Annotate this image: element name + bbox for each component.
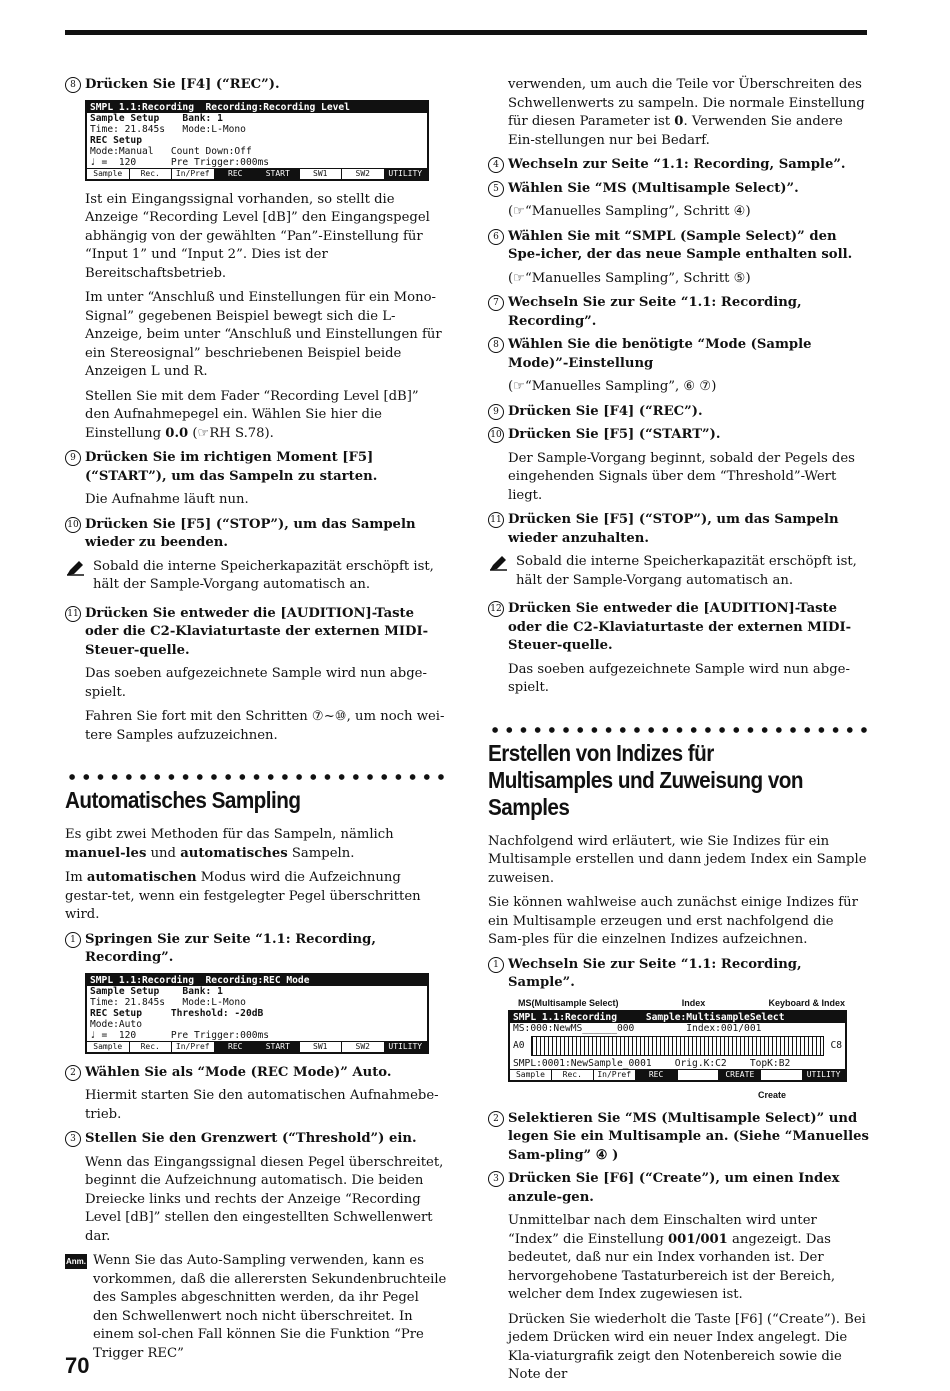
- step-text: Selektieren Sie “MS (Multisample Select)” und legen Sie ein Multisample an. (Siehe “Manuelles Sam-pling” ④ ): [508, 1110, 869, 1163]
- paragraph: Hiermit starten Sie den automatischen Aufnahmebe-trieb.: [85, 1088, 439, 1122]
- step-12: [488, 600, 870, 656]
- lcd-tab: REC: [636, 1070, 678, 1080]
- step-text: Wählen Sie mit “SMPL (Sample Select)” den Spe-icher, der das neue Sample enthalten soll.: [508, 228, 853, 262]
- lcd-row: Mode:Manual Count Down:Off: [90, 145, 252, 157]
- lcd-tab: REC: [215, 169, 258, 179]
- step-text: Drücken Sie im richtigen Moment [F5] (“START”), um das Sampeln zu starten.: [85, 450, 378, 484]
- lcd-tab: CREATE: [719, 1070, 761, 1080]
- step-number: 1: [488, 957, 504, 973]
- range-high: C8: [830, 1040, 842, 1051]
- step-9: [488, 403, 870, 422]
- lcd-title: SMPL 1.1:Recording Recording:Recording Level: [87, 102, 427, 113]
- note: [65, 558, 447, 595]
- lcd-tab: Rec.: [130, 169, 173, 179]
- step-text: Drücken Sie [F4] (“REC”).: [508, 403, 703, 419]
- lcd-row: REC Setup: [90, 134, 142, 146]
- paragraph: [508, 76, 870, 150]
- paragraph: Sie können wahlweise auch zunächst einige Indizes für ein Multisample erzeugen und erst nachfolgend die Sam-ples für die einzelnen Indizes aufzeichnen.: [488, 895, 858, 947]
- step-10: [65, 516, 447, 553]
- step-6: [488, 228, 870, 265]
- lcd-row: Time: 21.845s Mode:L-Mono: [90, 996, 246, 1008]
- text: Sampeln.: [287, 845, 355, 861]
- step-number: 11: [65, 606, 81, 622]
- anm-badge: Anm.: [65, 1254, 87, 1269]
- paragraph: Der Sample-Vorgang beginnt, sobald der Pegels des eingehenden Signals über dem “Threshold”-Wert liegt.: [508, 450, 855, 503]
- paragraph: Die Aufnahme läuft nun.: [85, 492, 249, 507]
- step-number: 9: [488, 404, 504, 420]
- step-11: [65, 605, 447, 661]
- step-number: 2: [488, 1111, 504, 1127]
- step-number: 6: [488, 229, 504, 245]
- bold-text: automatischen: [86, 870, 197, 885]
- figure-label: Create: [758, 1089, 787, 1100]
- paragraph: [508, 1212, 870, 1305]
- text: . Verwenden Sie andere Ein-stellungen nur bei Bedarf.: [508, 114, 843, 148]
- step-8: [65, 76, 447, 95]
- step-4: [488, 156, 870, 175]
- paragraph: Wenn das Eingangssignal diesen Pegel überschreitet, beginnt die Aufzeichnung automatisch. Die beiden Dreiecke links und rechts der Anzeige “Recording Level [dB]” stellen den eingestellten Schwellenwert dar.: [85, 1154, 444, 1244]
- step-text: Wählen Sie als “Mode (REC Mode)” Auto.: [85, 1064, 392, 1080]
- section-heading: Erstellen von Indizes für Multisamples und Zuweisung von Samples: [488, 739, 804, 820]
- step-number: 3: [65, 1131, 81, 1147]
- step-11: [488, 511, 870, 548]
- step-text: Wählen Sie die benötigte “Mode (Sample Mode)”-Einstellung: [508, 337, 812, 371]
- step-text: Drücken Sie [F6] (“Create”), um einen Index anzule-gen.: [508, 1171, 840, 1205]
- step-text: Wechseln Sie zur Seite “1.1: Recording, Sample”.: [508, 956, 802, 990]
- section-dots: [65, 773, 447, 781]
- lcd-tab: SW1: [300, 169, 343, 179]
- paragraph: Das soeben aufgezeichnete Sample wird nun abge-spielt.: [508, 661, 850, 695]
- reference: (☞“Manuelles Sampling”, Schritt ④): [508, 204, 751, 219]
- lcd-tab: Sample: [510, 1070, 552, 1080]
- step-text: Drücken Sie [F5] (“STOP”), um das Sampeln wieder zu beenden.: [85, 516, 416, 550]
- reference: (☞“Manuelles Sampling”, ⑥ ⑦): [508, 379, 717, 394]
- lcd-tab: Sample: [87, 1042, 130, 1052]
- text: Unmittelbar nach dem Einschalten wird unter “Index” die Einstellung: [508, 1213, 817, 1247]
- lcd-screen-rec-mode: [85, 973, 429, 1054]
- reference: (☞“Manuelles Sampling”, Schritt ⑤): [508, 270, 751, 286]
- paragraph: Das soeben aufgezeichnete Sample wird nun abge-spielt.: [85, 666, 427, 700]
- paragraph: Fahren Sie fort mit den Schritten ⑦~⑩, um noch wei-tere Samples aufzuzeichnen.: [85, 709, 445, 743]
- page-number: 70: [65, 1353, 90, 1378]
- keyboard-graphic: [531, 1036, 824, 1056]
- lcd-row: MS:000:NewMS______000 Index:001/001: [513, 1022, 762, 1034]
- lcd-tab: UTILITY: [385, 169, 428, 179]
- index-step-2: [488, 1110, 870, 1166]
- lcd-tab: REC: [215, 1042, 258, 1052]
- text: (☞RH S.78).: [188, 425, 274, 441]
- lcd-row: Sample Setup Bank: 1: [90, 985, 223, 997]
- paragraph: [65, 869, 447, 925]
- text: Es gibt zwei Methoden für das Sampeln, nämlich: [65, 827, 394, 842]
- step-5: [488, 180, 870, 199]
- bold-value: 0.0: [165, 425, 189, 441]
- lcd-tab: SW2: [342, 169, 385, 179]
- lcd-row: Mode:Auto: [90, 1018, 142, 1030]
- text: Im: [65, 870, 87, 885]
- lcd-row: Sample Setup Bank: 1: [90, 112, 223, 124]
- step-10: [488, 426, 870, 445]
- step-text: Drücken Sie entweder die [AUDITION]-Taste oder die C2-Klaviaturtaste der externen MIDI-Steuer-quelle.: [85, 605, 429, 658]
- lcd-tab: Rec.: [552, 1070, 594, 1080]
- lcd-tab: SW2: [342, 1042, 385, 1052]
- step-text: Drücken Sie [F5] (“STOP”), um das Sampeln wieder anzuhalten.: [508, 512, 839, 546]
- lcd-row: Time: 21.845s Mode:L-Mono: [90, 123, 246, 135]
- step-8: [488, 336, 870, 373]
- note-text: Sobald die interne Speicherkapazität erschöpft ist, hält der Sample-Vorgang automatisch an.: [516, 554, 857, 588]
- step-number: 11: [488, 512, 504, 528]
- lcd-tab: START: [257, 169, 300, 179]
- lcd-tab: Rec.: [130, 1042, 173, 1052]
- figure-label: Index: [681, 997, 706, 1008]
- lcd-row: ♩ = 120 Pre Trigger:000ms: [90, 156, 270, 168]
- note-text: Wenn Sie das Auto-Sampling verwenden, kann es vorkommen, daß die allerersten Sekundenbruchteile des Samples abgeschnitten werden, da ihr Pegel den Schwellenwert noch nicht überschreitet. In einem sol-chen Fall können Sie die Funktion “Pre Trigger REC”: [93, 1253, 447, 1361]
- bold-value: 001/001: [667, 1231, 728, 1247]
- lcd-title: SMPL 1.1:Recording Sample:MultisampleSelect: [510, 1012, 845, 1023]
- lcd-screen-sample: [508, 1010, 847, 1082]
- sample-figure: [508, 998, 853, 1102]
- paragraph: [85, 388, 447, 444]
- step-number: 8: [488, 337, 504, 353]
- lcd-tab: Sample: [87, 169, 130, 179]
- auto-step-2: [65, 1064, 447, 1083]
- text: und: [146, 845, 181, 861]
- lcd-title: SMPL 1.1:Recording Recording:REC Mode: [87, 975, 427, 986]
- text: Stellen Sie mit dem Fader “Recording Level [dB]” den Aufnahmepegel ein. Wählen Sie hier die Einstellung: [85, 388, 419, 441]
- paragraph: Ist ein Eingangssignal vorhanden, so stellt die Anzeige “Recording Level [dB]” den Eingangspegel abhängig von der gewählten “Pan”-Einstellung für “Input 1” und “Input 2”. Dies ist der Bereitschaftsbetrieb.: [85, 191, 430, 281]
- paragraph: Nachfolgend wird erläutert, wie Sie Indizes für ein Multisample erstellen und dann jedem Index ein Sample zuweisen.: [488, 833, 867, 886]
- lcd-tab: SW1: [300, 1042, 343, 1052]
- step-text: Springen Sie zur Seite “1.1: Recording, Recording”.: [85, 931, 376, 965]
- figure-label: Keyboard & Index: [768, 997, 845, 1008]
- step-number: 5: [488, 181, 504, 197]
- lcd-tab: In/Pref: [172, 169, 215, 179]
- paragraph: [65, 826, 447, 863]
- bold-text: automatisches: [180, 845, 288, 861]
- step-text: Wechseln Sie zur Seite “1.1: Recording, Recording”.: [508, 295, 802, 329]
- bold-text: manuel-les: [65, 845, 147, 861]
- lcd-tab: START: [257, 1042, 300, 1052]
- anm-note: [65, 1252, 447, 1363]
- step-number: 9: [65, 450, 81, 466]
- top-rule: [65, 30, 867, 35]
- step-7: [488, 294, 870, 331]
- auto-step-1: [65, 931, 447, 968]
- step-number: 1: [65, 932, 81, 948]
- text: angezeigt. Das bedeutet, daß nur ein Index vorhanden ist. Der hervorgehobene Tastaturbereich ist der Bereich, welcher dem Index zugewiesen ist.: [508, 1231, 836, 1302]
- note-text: Sobald die interne Speicherkapazität erschöpft ist, hält der Sample-Vorgang automatisch an.: [93, 558, 434, 592]
- lcd-tab: [678, 1070, 720, 1080]
- step-text: Stellen Sie den Grenzwert (“Threshold”) ein.: [85, 1131, 417, 1146]
- step-text: Wechseln zur Seite “1.1: Recording, Sample”.: [508, 157, 846, 172]
- lcd-tab: In/Pref: [594, 1070, 636, 1080]
- lcd-row: SMPL:0001:NewSample_0001 Orig.K:C2 TopK:B2: [513, 1057, 791, 1069]
- step-text: Wählen Sie “MS (Multisample Select)”.: [508, 180, 799, 196]
- lcd-tab: UTILITY: [803, 1070, 845, 1080]
- range-low: A0: [513, 1040, 525, 1051]
- lcd-tab: UTILITY: [385, 1042, 428, 1052]
- lcd-row: REC Setup Threshold: -20dB: [90, 1007, 264, 1019]
- pencil-note-icon: [65, 560, 85, 576]
- text: Modus wird die Aufzeichnung gestar-tet, wenn ein festgelegter Pegel überschritten wird.: [65, 870, 421, 922]
- figure-label: MS(Multisample Select): [518, 997, 619, 1008]
- step-text: Drücken Sie entweder die [AUDITION]-Taste oder die C2-Klaviaturtaste der externen MIDI-Steuer-quelle.: [508, 601, 852, 653]
- step-number: 2: [65, 1065, 81, 1081]
- step-9: [65, 449, 447, 486]
- section-heading: Automatisches Sampling: [65, 787, 301, 813]
- lcd-tab: In/Pref: [172, 1042, 215, 1052]
- step-number: 10: [65, 517, 81, 533]
- step-number: 3: [488, 1171, 504, 1187]
- left-column: [65, 76, 447, 1373]
- bold-value: 0: [674, 114, 684, 129]
- step-text: Drücken Sie [F5] (“START”).: [508, 427, 721, 442]
- step-number: 7: [488, 295, 504, 311]
- lcd-row: ♩ = 120 Pre Trigger:000ms: [90, 1029, 270, 1041]
- paragraph: Drücken Sie wiederholt die Taste [F6] (“Create”). Bei jedem Drücken wird ein neuer Index angelegt. Die Kla-viaturgrafik zeigt den Notenbereich sowie die Note der: [508, 1311, 866, 1382]
- note: [488, 553, 870, 590]
- paragraph: Im unter “Anschluß und Einstellungen für ein Mono-Signal” gegebenen Beispiel bewegt sich die L-Anzeige, beim unter “Anschluß und Einstellungen für ein Stereosignal” beschriebenen Beispiel beide Anzeigen L und R.: [85, 290, 442, 379]
- step-number: 4: [488, 157, 504, 173]
- index-step-1: [488, 956, 870, 993]
- text: verwenden, um auch die Teile vor Überschreiten des Schwellenwerts zu sampeln. Die normale Einstellung für diesen Parameter ist: [508, 77, 865, 129]
- index-step-3: [488, 1170, 870, 1207]
- step-number: 10: [488, 427, 504, 443]
- lcd-tab: [761, 1070, 803, 1080]
- step-number: 8: [65, 77, 81, 93]
- lcd-screen-recording-level: [85, 100, 429, 181]
- right-column: [488, 76, 870, 1391]
- step-number: 12: [488, 601, 504, 617]
- pencil-note-icon: [488, 555, 508, 571]
- step-text: Drücken Sie [F4] (“REC”).: [85, 77, 280, 92]
- auto-step-3: [65, 1130, 447, 1149]
- section-dots: [488, 726, 870, 734]
